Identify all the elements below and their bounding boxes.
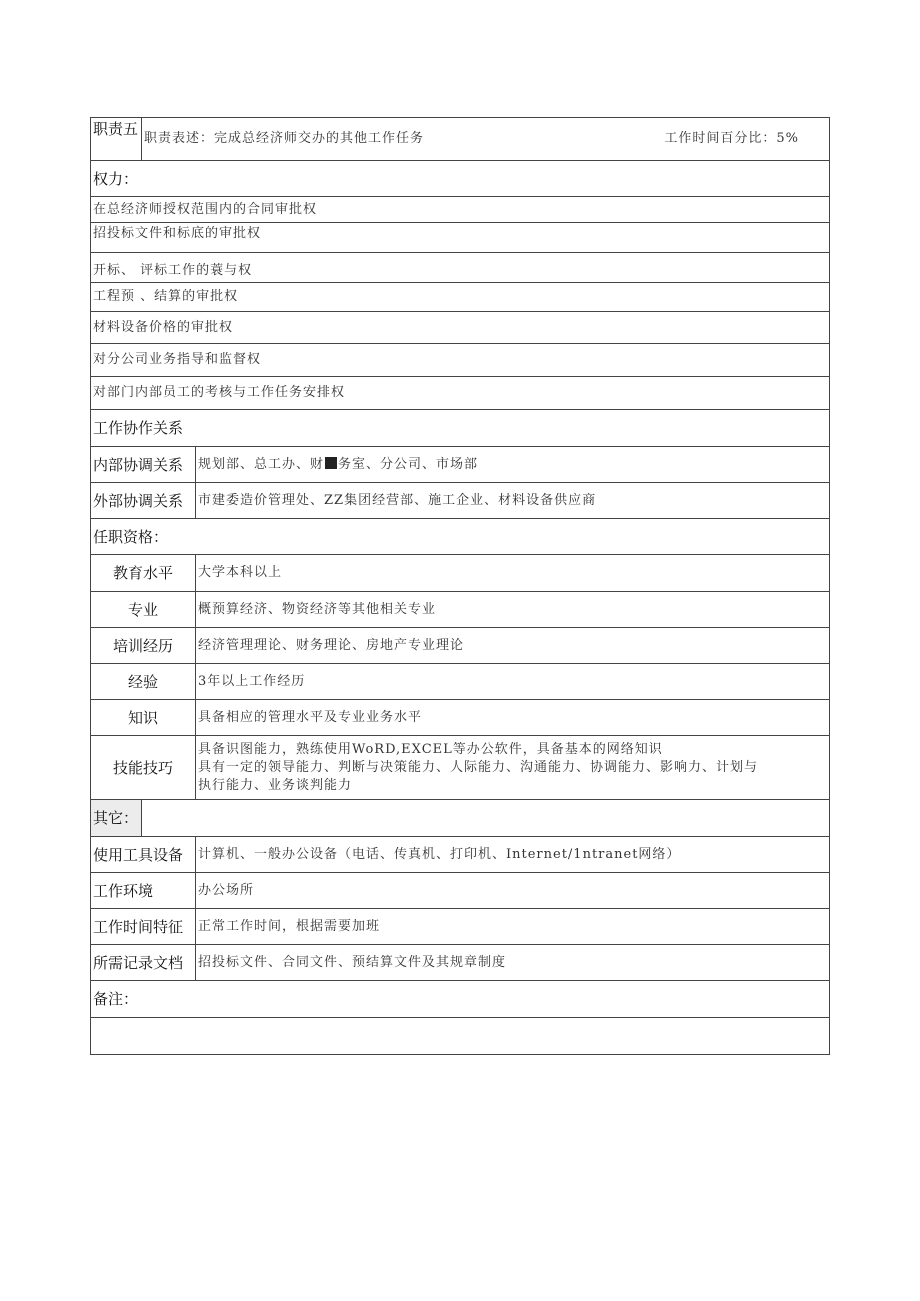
internal-relations-label: 内部协调关系 xyxy=(91,447,196,483)
qualifications-header-row xyxy=(91,519,830,555)
skills-value xyxy=(196,736,830,800)
job-description-table xyxy=(90,117,830,1055)
internal-relations-text-end: 务室、分公司、市场部 xyxy=(338,456,479,472)
authority-item: 对分公司业务指导和监督权 xyxy=(91,344,830,377)
authority-row xyxy=(91,283,830,312)
qualification-value: 概预算经济、物资经济等其他相关专业 xyxy=(196,592,830,628)
responsibility-description: 职责表述：完成总经济师交办的其他工作任务 xyxy=(144,131,425,146)
responsibility-cell xyxy=(142,118,830,161)
qualification-row xyxy=(91,628,830,664)
responsibility-time-share: 工作时间百分比：5% xyxy=(664,131,800,146)
skills-line: 具有一定的领导能力、判断与决策能力、人际能力、沟通能力、协调能力、影响力、计划与 xyxy=(198,759,759,775)
qualification-value: 具备相应的管理水平及专业业务水平 xyxy=(196,700,830,736)
skills-line: 执行能力、业务谈判能力 xyxy=(198,777,353,793)
authority-item: 招投标文件和标底的审批权 xyxy=(91,223,830,253)
authority-item: 材料设备价格的审批权 xyxy=(91,312,830,344)
other-value: 正常工作时间，根据需要加班 xyxy=(196,909,830,945)
relations-header-row xyxy=(91,410,830,447)
qualification-label: 专业 xyxy=(91,592,196,628)
skills-row xyxy=(91,736,830,800)
authority-row xyxy=(91,197,830,223)
qualification-row xyxy=(91,664,830,700)
other-label: 所需记录文档 xyxy=(91,945,196,981)
other-label: 使用工具设备 xyxy=(91,837,196,873)
authority-header-row xyxy=(91,161,830,197)
other-label: 工作时间特征 xyxy=(91,909,196,945)
authority-row xyxy=(91,377,830,410)
authority-title: 权力： xyxy=(91,161,830,197)
internal-relations-row xyxy=(91,447,830,483)
remarks-value xyxy=(91,1018,830,1055)
other-label: 工作环境 xyxy=(91,873,196,909)
other-value: 办公场所 xyxy=(196,873,830,909)
qualification-row xyxy=(91,700,830,736)
other-row xyxy=(91,837,830,873)
qualification-row xyxy=(91,592,830,628)
qualification-value: 大学本科以上 xyxy=(196,555,830,592)
authority-item: 工程预 、结算的审批权 xyxy=(91,283,830,312)
qualification-label: 知识 xyxy=(91,700,196,736)
remarks-title: 备注： xyxy=(91,981,830,1018)
other-title: 其它： xyxy=(91,800,142,837)
remarks-header-row xyxy=(91,981,830,1018)
other-value: 计算机、一般办公设备（电话、传真机、打印机、Internet/1ntranet网络） xyxy=(196,837,830,873)
authority-item: 在总经济师授权范围内的合同审批权 xyxy=(91,197,830,223)
relations-title: 工作协作关系 xyxy=(91,410,830,447)
qualification-label: 培训经历 xyxy=(91,628,196,664)
authority-item: 对部门内部员工的考核与工作任务安排权 xyxy=(91,377,830,410)
authority-item: 开标、 评标工作的蓑与权 xyxy=(91,253,830,283)
other-row xyxy=(91,909,830,945)
qualification-value: 经济管理理论、财务理论、房地产专业理论 xyxy=(196,628,830,664)
skills-line: 具备识图能力，熟练使用WoRD,EXCEL等办公软件，具备基本的网络知识 xyxy=(198,741,663,757)
other-row xyxy=(91,873,830,909)
responsibility-label: 职责五 xyxy=(91,118,142,161)
internal-relations-value xyxy=(196,447,830,483)
remarks-row xyxy=(91,1018,830,1055)
responsibility-row xyxy=(91,118,830,161)
skills-label: 技能技巧 xyxy=(91,736,196,800)
external-relations-value: 市建委造价管理处、ZZ集团经营部、施工企业、材料设备供应商 xyxy=(196,483,830,519)
other-header-row xyxy=(91,800,830,837)
qualifications-title: 任职资格： xyxy=(91,519,830,555)
other-header-spacer xyxy=(142,800,830,837)
other-row xyxy=(91,945,830,981)
authority-row xyxy=(91,312,830,344)
internal-relations-text-start: 规划部、总工办、财 xyxy=(198,456,325,472)
external-relations-row xyxy=(91,483,830,519)
qualification-value: 3年以上工作经历 xyxy=(196,664,830,700)
other-value: 招投标文件、合同文件、预结算文件及其规章制度 xyxy=(196,945,830,981)
qualification-label: 经验 xyxy=(91,664,196,700)
authority-row xyxy=(91,223,830,253)
authority-row xyxy=(91,253,830,283)
external-relations-label: 外部协调关系 xyxy=(91,483,196,519)
redaction-mark xyxy=(325,457,337,469)
authority-row xyxy=(91,344,830,377)
qualification-label: 教育水平 xyxy=(91,555,196,592)
qualification-row xyxy=(91,555,830,592)
